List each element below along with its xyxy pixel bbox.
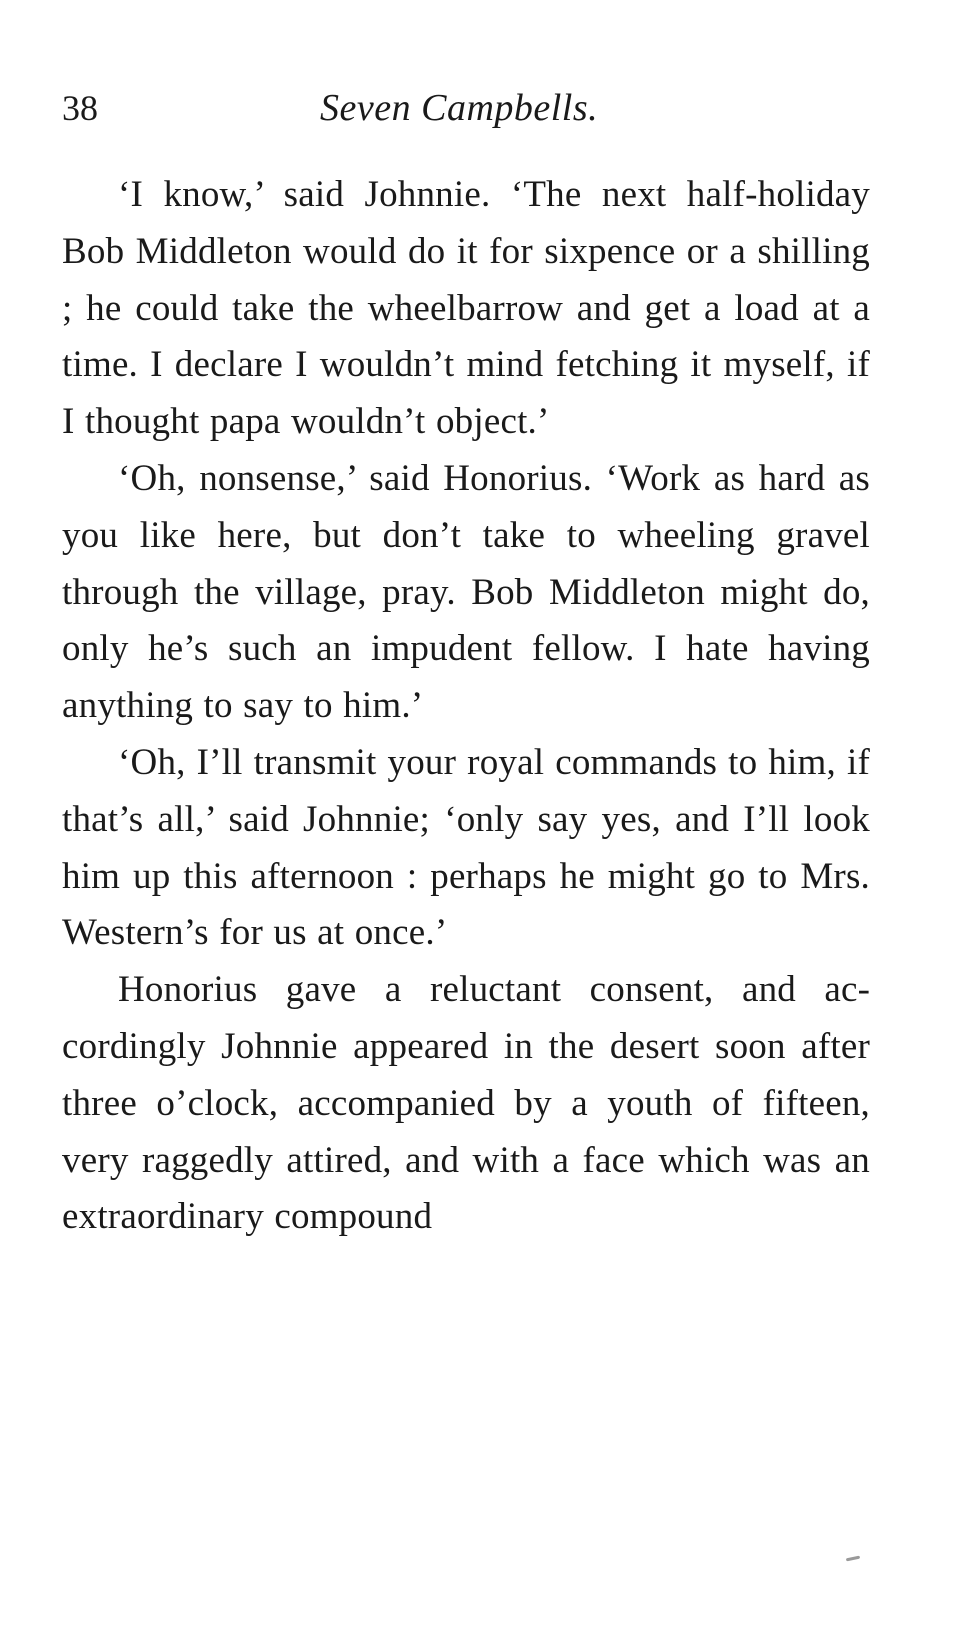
body-text [62,167,870,1246]
page-number: 38 [62,88,98,128]
paragraph-4: Honorius gave a reluctant consent, and accordingly Johnnie appeared in the desert soon after three o’clock, accompanied by a youth of fifteen, very raggedly attired, and with a face which was an extraordinary compound [62,969,870,1238]
scan-speck-mark [846,1556,860,1562]
paragraph-3: ‘Oh, I’ll transmit your royal commands to him, if that’s all,’ said Johnnie; ‘only say yes, and I’ll look him up this afternoon : perhaps he might go to Mrs. Western’s for us at once.’ [62,741,870,954]
running-title: Seven Campbells. [320,87,599,129]
paragraph-1: ‘I know,’ said Johnnie. ‘The next half-holiday Bob Middleton would do it for sixpence or a shilling ; he could take the wheelbarrow and get a load at a time. I declare I wouldn’t mind fetching it myself, if I thought papa wouldn’t object.’ [62,174,870,443]
paragraph-2: ‘Oh, nonsense,’ said Honorius. ‘Work as hard as you like here, but don’t take to wheeling gravel through the village, pray. Bob Middleton might do, only he’s such an impudent fellow. I hate having anything to say to him.’ [62,457,870,727]
page-header [62,84,872,144]
